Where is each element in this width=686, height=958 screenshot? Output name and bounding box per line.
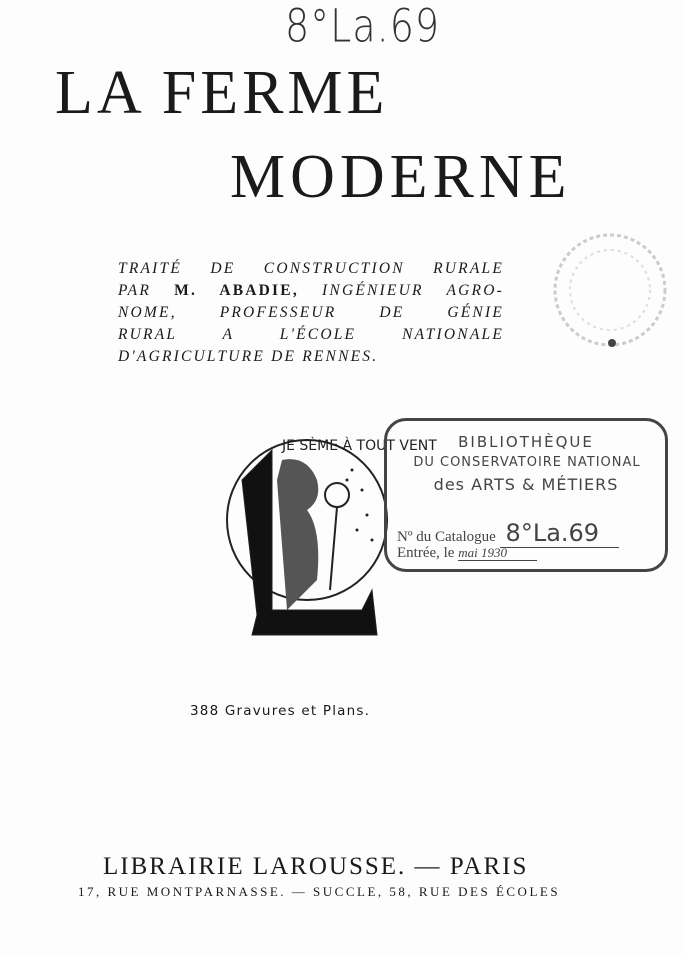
entry-date-handwritten: mai 1930 xyxy=(458,545,537,561)
publisher-address: 17, RUE MONTPARNASSE. — SUCCLE, 58, RUE DES ÉCOLES xyxy=(78,884,561,899)
plates-count: 388 Gravures et Plans. xyxy=(190,703,371,719)
publisher-line: LIBRAIRIE LAROUSSE. — PARIS xyxy=(103,853,529,880)
emblem-motto: JE SÈME À TOUT VENT xyxy=(282,438,437,454)
subtitle-line: TRAITÉ DE CONSTRUCTION RURALE xyxy=(118,260,504,277)
handwritten-shelfmark: 8°La.69 xyxy=(285,0,441,53)
catalogue-number-handwritten: 8°La.69 xyxy=(500,519,620,548)
subtitle-line: NOME, PROFESSEUR DE GÉNIE xyxy=(118,304,504,321)
title-line-1: LA FERME xyxy=(55,59,389,127)
larousse-emblem xyxy=(212,420,437,645)
round-library-stamp-faint xyxy=(540,228,665,353)
library-entry-stamp: BIBLIOTHÈQUE DU CONSERVATOIRE NATIONAL des ARTS & MÉTIERS Nº du Catalogue 8°La.69 Entrée, le mai 1930 xyxy=(384,418,668,572)
subtitle-line: PAR M. ABADIE, INGÉNIEUR AGRO- xyxy=(118,282,504,299)
author-name: M. ABADIE, xyxy=(174,282,299,299)
title-line-2: MODERNE xyxy=(230,143,572,211)
subtitle-line: D'AGRICULTURE DE RENNES. xyxy=(118,348,379,365)
subtitle-block xyxy=(118,258,504,368)
subtitle-line: RURAL A L'ÉCOLE NATIONALE xyxy=(118,326,504,343)
